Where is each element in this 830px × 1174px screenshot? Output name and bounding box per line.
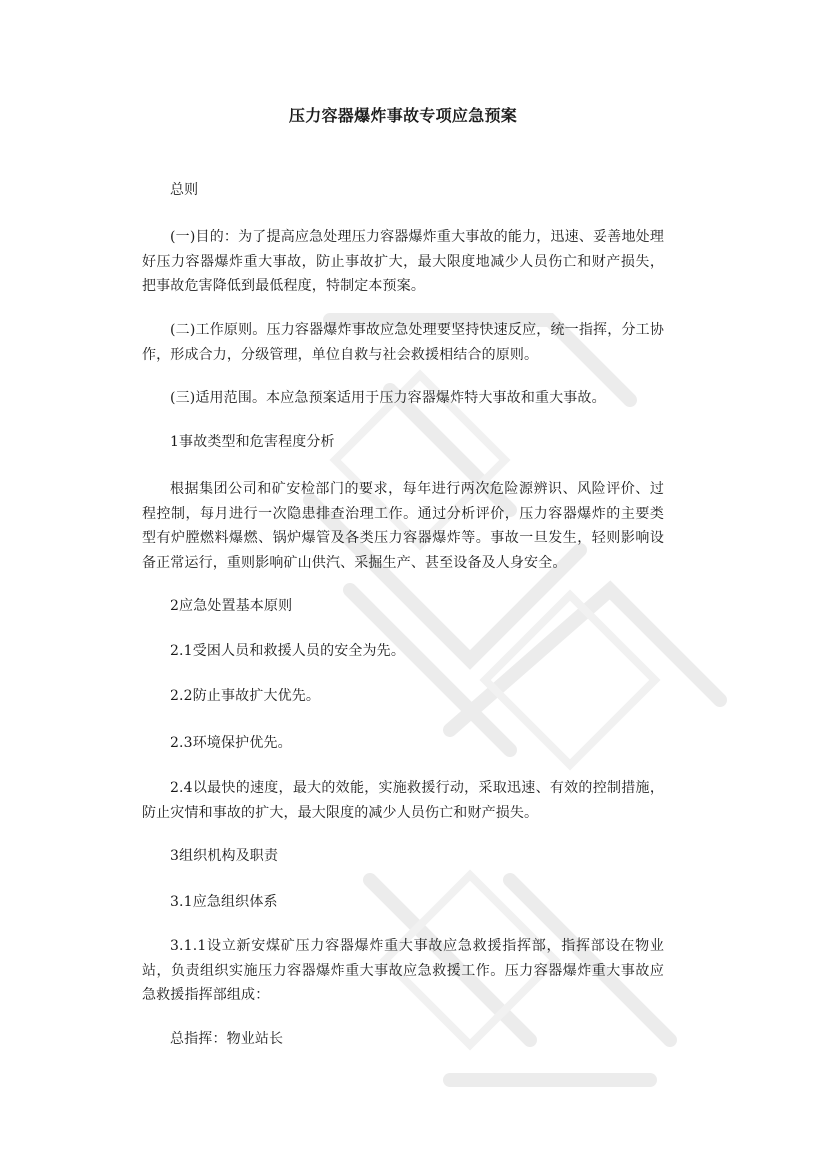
paragraph-risk-analysis: 根据集团公司和矿安检部门的要求，每年进行两次危险源辨识、风险评价、过程控制，每月进行一次隐患排查治理工作。通过分析评价，压力容器爆炸的主要类型有炉膛燃料爆燃、锅炉爆管及各类压力容器爆炸等。事故一旦发生，轻则影响设备正常运行，重则影响矿山供汽、采掘生产、甚至设备及人身安全。 xyxy=(142,481,664,571)
section-heading-3-1: 3.1应急组织体系 xyxy=(170,894,278,910)
page-title: 压力容器爆炸事故专项应急预案 xyxy=(288,106,518,125)
list-item-2-4: 2.4以最快的速度，最大的效能，实施救援行动，采取迅速、有效的控制措施，防止灾情和事故的扩大，最大限度的减少人员伤亡和财产损失。 xyxy=(142,780,664,821)
paragraph-purpose: (一)目的：为了提高应急处理压力容器爆炸重大事故的能力，迅速、妥善地处理好压力容器爆炸重大事故，防止事故扩大，最大限度地减少人员伤亡和财产损失，把事故危害降低到最低程度，特制定本预案。 xyxy=(142,229,664,294)
section-heading-2: 2应急处置基本原则 xyxy=(170,598,293,614)
list-item-2-2: 2.2防止事故扩大优先。 xyxy=(170,688,321,704)
paragraph-principles: (二)工作原则。压力容器爆炸事故应急处理要坚持快速反应，统一指挥，分工协作，形成合力，分级管理，单位自救与社会救援相结合的原则。 xyxy=(142,322,664,363)
paragraph-commander: 总指挥：物业站长 xyxy=(170,1031,284,1047)
section-heading-general: 总则 xyxy=(170,182,199,198)
section-heading-3: 3组织机构及职责 xyxy=(170,848,279,864)
list-item-2-1: 2.1受困人员和救援人员的安全为先。 xyxy=(170,643,405,659)
paragraph-3-1-1: 3.1.1设立新安煤矿压力容器爆炸重大事故应急救援指挥部，指挥部设在物业站，负责组织实施压力容器爆炸重大事故应急救援工作。压力容器爆炸重大事故应急救援指挥部组成： xyxy=(142,938,664,1003)
section-heading-1: 1事故类型和危害程度分析 xyxy=(170,434,335,450)
paragraph-scope: (三)适用范围。本应急预案适用于压力容器爆炸特大事故和重大事故。 xyxy=(170,390,606,406)
list-item-2-3: 2.3环境保护优先。 xyxy=(170,735,292,751)
